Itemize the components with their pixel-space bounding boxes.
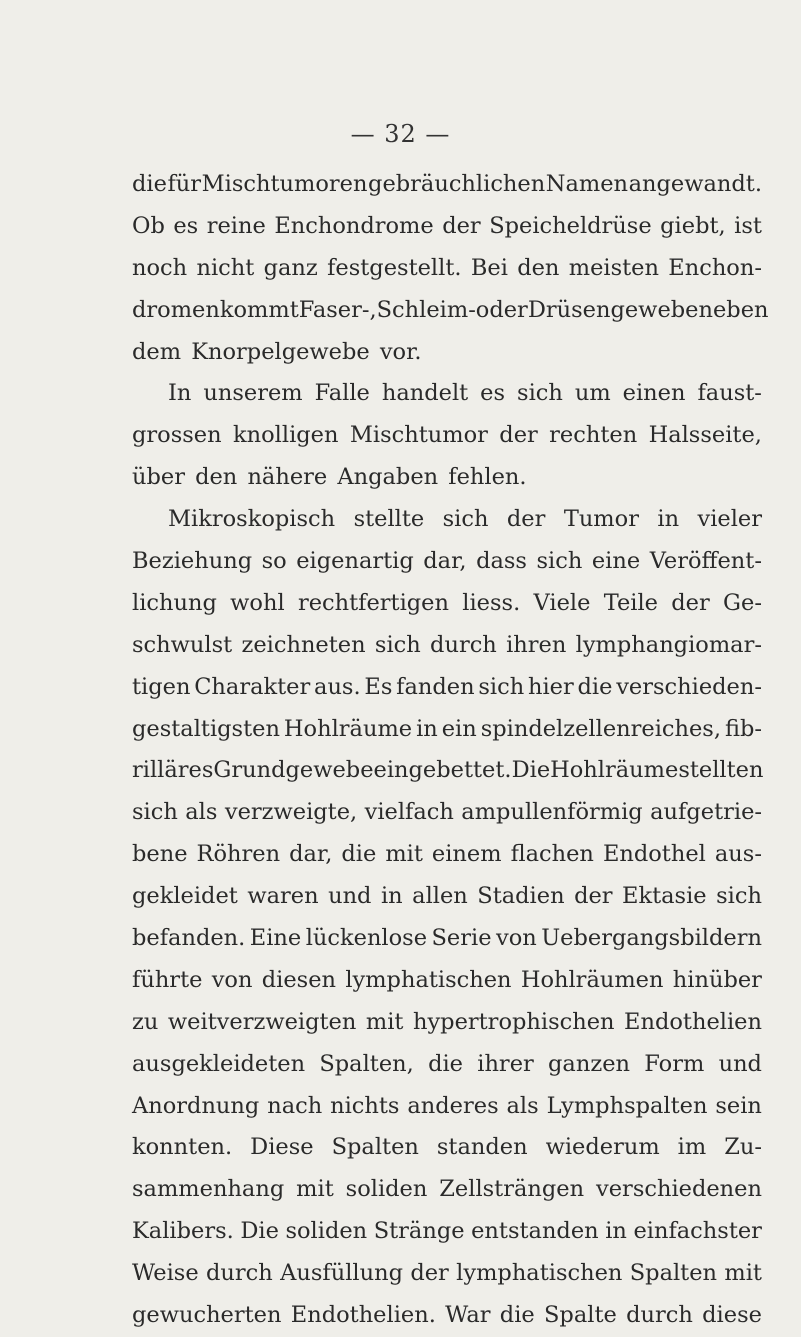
text-word: vieler [697, 506, 762, 533]
text-word: handelt [381, 380, 469, 407]
text-word: rechten [549, 422, 638, 449]
text-word: die [428, 1050, 463, 1077]
text-word: gewucherten [132, 1302, 282, 1329]
text-word: Hohlräume [283, 715, 413, 742]
text-word: Diese [250, 1134, 314, 1161]
text-word: Uebergangsbildern [541, 925, 762, 952]
text-word: fib- [724, 715, 762, 742]
text-word: Bei [470, 254, 508, 281]
text-word: neben [698, 296, 769, 323]
text-word: nähere [247, 464, 328, 491]
text-word: verschieden- [616, 673, 762, 700]
text-word: eigenartig [296, 548, 414, 575]
text-word: Grundgewebe [213, 757, 374, 784]
text-line [132, 792, 762, 834]
text-word: Lymphspalten [546, 1092, 708, 1119]
text-word: liess. [462, 589, 521, 616]
text-word: unserem [203, 380, 303, 407]
text-word: Teile [603, 589, 658, 616]
text-word: ganzen [548, 1050, 631, 1077]
text-word: Falle [314, 380, 370, 407]
text-line [132, 1002, 762, 1044]
text-word: meisten [568, 254, 659, 281]
text-word: von [495, 925, 537, 952]
text-line [132, 1253, 762, 1295]
text-word: durch [430, 631, 497, 658]
text-line [132, 457, 762, 499]
text-word: Anordnung [132, 1092, 260, 1119]
text-word: Halsseite, [648, 422, 762, 449]
text-word: der [506, 506, 546, 533]
text-word: diese [702, 1302, 762, 1329]
text-word: aufgetrie- [650, 799, 762, 826]
text-word: dromen [132, 296, 220, 323]
text-word: der [442, 212, 481, 239]
text-word: lymphangiomar- [575, 631, 762, 658]
text-word: den [517, 254, 560, 281]
text-word: die [132, 171, 167, 197]
text-word: Viele [533, 589, 591, 616]
text-word: in [605, 1218, 627, 1245]
text-word: ganz [263, 254, 318, 281]
text-word: fehlen. [448, 464, 527, 491]
text-word: Schleim- [376, 296, 476, 323]
text-word: sammenhang [132, 1176, 285, 1203]
text-word: zu [132, 1008, 159, 1035]
text-word: sich [478, 673, 525, 700]
text-line [132, 164, 762, 206]
text-word: den [195, 464, 238, 491]
text-line [132, 625, 762, 667]
text-word: Serie [431, 925, 492, 952]
text-word: stellte [353, 506, 425, 533]
text-word: mit [365, 1008, 404, 1035]
text-word: rechtfertigen [297, 589, 449, 616]
text-word: der [671, 589, 710, 616]
text-word: verschiedenen [596, 1176, 762, 1203]
text-word: hier [527, 673, 574, 700]
text-word: befanden. [132, 925, 246, 952]
text-word: Spalten, [319, 1050, 414, 1077]
text-word: durch [626, 1302, 693, 1329]
text-word: dar, [289, 841, 333, 868]
text-word: Tumor [563, 506, 639, 533]
text-word: Zu- [724, 1134, 762, 1161]
text-word: Drüsengewebe [527, 296, 699, 323]
text-word: Ge- [723, 589, 762, 616]
text-line [132, 206, 762, 248]
text-line [132, 332, 762, 374]
text-line [132, 709, 762, 751]
text-word: es [480, 380, 506, 407]
text-word: so [261, 548, 287, 575]
text-word: einfachster [633, 1218, 762, 1245]
text-word: zeichneten [241, 631, 366, 658]
text-word: sich [536, 548, 583, 575]
text-word: einem [431, 841, 502, 868]
text-word: eingebettet. [373, 757, 512, 784]
text-word: Stadien [477, 883, 565, 910]
text-word: sich [517, 380, 563, 407]
text-word: weitverzweigten [167, 1008, 357, 1035]
text-word: Spalten [629, 1260, 718, 1287]
text-word: Stränge [373, 1218, 465, 1245]
text-word: Endothelien [624, 1008, 762, 1035]
text-word: Ob [132, 212, 165, 239]
text-word: Namen [545, 171, 629, 197]
text-word: der [499, 422, 538, 449]
text-word: stellten [678, 757, 764, 784]
text-word: hypertrophischen [412, 1008, 615, 1035]
text-word: Es [364, 673, 393, 700]
text-line [132, 415, 762, 457]
text-word: mit [724, 1260, 762, 1287]
text-word: ein [441, 715, 477, 742]
text-word: ausgekleideten [132, 1050, 306, 1077]
text-line [132, 1295, 762, 1337]
text-word: soliden [285, 1218, 368, 1245]
text-word: nicht [196, 254, 255, 281]
text-word: flachen [510, 841, 594, 868]
text-word: faust- [697, 380, 762, 407]
text-word: Hohlräumen [520, 966, 664, 993]
text-word: vor. [379, 338, 422, 365]
text-word: in [416, 715, 438, 742]
text-word: in [380, 883, 403, 910]
text-word: Veröffent- [649, 548, 762, 575]
text-line [132, 750, 762, 792]
text-word: der [410, 1260, 449, 1287]
text-word: ihrer [477, 1050, 534, 1077]
text-line [132, 960, 762, 1002]
text-word: nichts [330, 1092, 400, 1119]
text-line [132, 918, 762, 960]
text-word: einen [622, 380, 686, 407]
text-word: noch [132, 254, 188, 281]
text-word: für [167, 171, 202, 197]
text-word: Ektasie [622, 883, 707, 910]
text-word: Enchondrome [274, 212, 434, 239]
text-line [132, 1127, 762, 1169]
text-word: es [173, 212, 199, 239]
text-word: giebt, [660, 212, 726, 239]
text-word: Charakter [194, 673, 311, 700]
text-word: Röhren [196, 841, 281, 868]
text-word: ihren [506, 631, 567, 658]
text-line [132, 541, 762, 583]
text-word: lymphatischen [456, 1260, 623, 1287]
text-line [132, 290, 769, 332]
text-word: im [677, 1134, 707, 1161]
text-word: spindelzellenreiches, [480, 715, 721, 742]
text-word: vielfach [364, 799, 454, 826]
text-word: grossen [132, 422, 222, 449]
text-word: konnten. [132, 1134, 233, 1161]
text-word: standen [436, 1134, 528, 1161]
text-word: fanden [396, 673, 475, 700]
text-word: lückenlose [305, 925, 428, 952]
text-word: Spalten [331, 1134, 419, 1161]
text-word: Mischtumoren [201, 171, 368, 197]
text-word: Angaben [337, 464, 439, 491]
text-word: knolligen [233, 422, 339, 449]
text-word: reine [206, 212, 266, 239]
text-word: und [718, 1050, 762, 1077]
text-word: gebräuchlichen [368, 171, 546, 197]
text-word: Speicheldrüse [489, 212, 652, 239]
text-word: über [132, 464, 185, 491]
text-word: um [574, 380, 611, 407]
text-word: verzweigte, [224, 799, 358, 826]
text-word: waren [247, 883, 319, 910]
text-word: die [499, 1302, 535, 1329]
text-word: soliden [345, 1176, 428, 1203]
text-word: Die [240, 1218, 279, 1245]
text-word: wiederum [545, 1134, 660, 1161]
text-line [132, 373, 762, 415]
text-word: sich [716, 883, 762, 910]
text-word: dar, [423, 548, 467, 575]
text-word: War [445, 1302, 491, 1329]
text-word: sein [715, 1092, 762, 1119]
text-word: sich [132, 799, 178, 826]
text-word: angewandt. [628, 171, 762, 197]
text-word: gestaltigsten [132, 715, 280, 742]
text-word: Form [644, 1050, 705, 1077]
text-word: oder [475, 296, 528, 323]
text-word: entstanden [471, 1218, 599, 1245]
text-word: als [185, 799, 218, 826]
page-number: — 32 — [350, 120, 451, 148]
text-word: wohl [230, 589, 285, 616]
text-word: Kalibers. [132, 1218, 234, 1245]
body-text [132, 164, 769, 1337]
text-word: sich [442, 506, 489, 533]
text-word: lichung [132, 589, 217, 616]
text-word: allen [412, 883, 468, 910]
text-line [132, 1169, 762, 1211]
text-word: diesen [261, 966, 337, 993]
text-word: Die [511, 757, 551, 784]
text-word: Spalte [544, 1302, 617, 1329]
text-word: Endothelien. [290, 1302, 436, 1329]
text-word: der [574, 883, 613, 910]
text-word: aus- [714, 841, 762, 868]
text-word: Weise [132, 1260, 199, 1287]
text-word: Beziehung [132, 548, 253, 575]
text-word: anderes [407, 1092, 499, 1119]
text-line [132, 583, 762, 625]
text-line [132, 499, 762, 541]
text-word: nach [267, 1092, 323, 1119]
text-word: Mikroskopisch [168, 506, 336, 533]
text-word: die [577, 673, 613, 700]
text-word: Enchon- [668, 254, 762, 281]
text-word: eine [591, 548, 641, 575]
text-word: Eine [249, 925, 302, 952]
text-word: Faser-, [298, 296, 377, 323]
text-word: tigen [132, 673, 191, 700]
text-word: Ausfüllung [280, 1260, 403, 1287]
text-word: lymphatischen [345, 966, 512, 993]
text-line [132, 1044, 762, 1086]
text-word: hinüber [672, 966, 762, 993]
text-word: Endothel [602, 841, 706, 868]
text-word: mit [385, 841, 423, 868]
text-word: in [657, 506, 680, 533]
text-word: In [168, 380, 192, 407]
text-word: die [341, 841, 377, 868]
text-line [132, 834, 762, 876]
text-word: dem [132, 338, 182, 365]
text-word: führte [132, 966, 203, 993]
text-line [132, 667, 762, 709]
text-word: gekleidet [132, 883, 238, 910]
text-word: bene [132, 841, 188, 868]
text-word: sich [374, 631, 421, 658]
text-line [132, 1211, 762, 1253]
text-word: und [328, 883, 372, 910]
text-word: mit [296, 1176, 334, 1203]
text-word: aus. [314, 673, 361, 700]
text-word: festgestellt. [327, 254, 462, 281]
text-word: Hohlräume [550, 757, 679, 784]
text-word: ist [734, 212, 762, 239]
text-word: durch [206, 1260, 273, 1287]
text-word: von [211, 966, 253, 993]
text-word: ampullenförmig [461, 799, 643, 826]
text-line [132, 876, 762, 918]
text-line [132, 1086, 762, 1128]
text-word: Mischtumor [349, 422, 488, 449]
text-word: schwulst [132, 631, 233, 658]
text-word: Zellsträngen [439, 1176, 585, 1203]
text-word: als [506, 1092, 539, 1119]
text-word: dass [476, 548, 527, 575]
text-word: Knorpelgewebe [191, 338, 370, 365]
text-word: kommt [219, 296, 299, 323]
text-word: rilläres [132, 757, 214, 784]
text-line [132, 248, 762, 290]
